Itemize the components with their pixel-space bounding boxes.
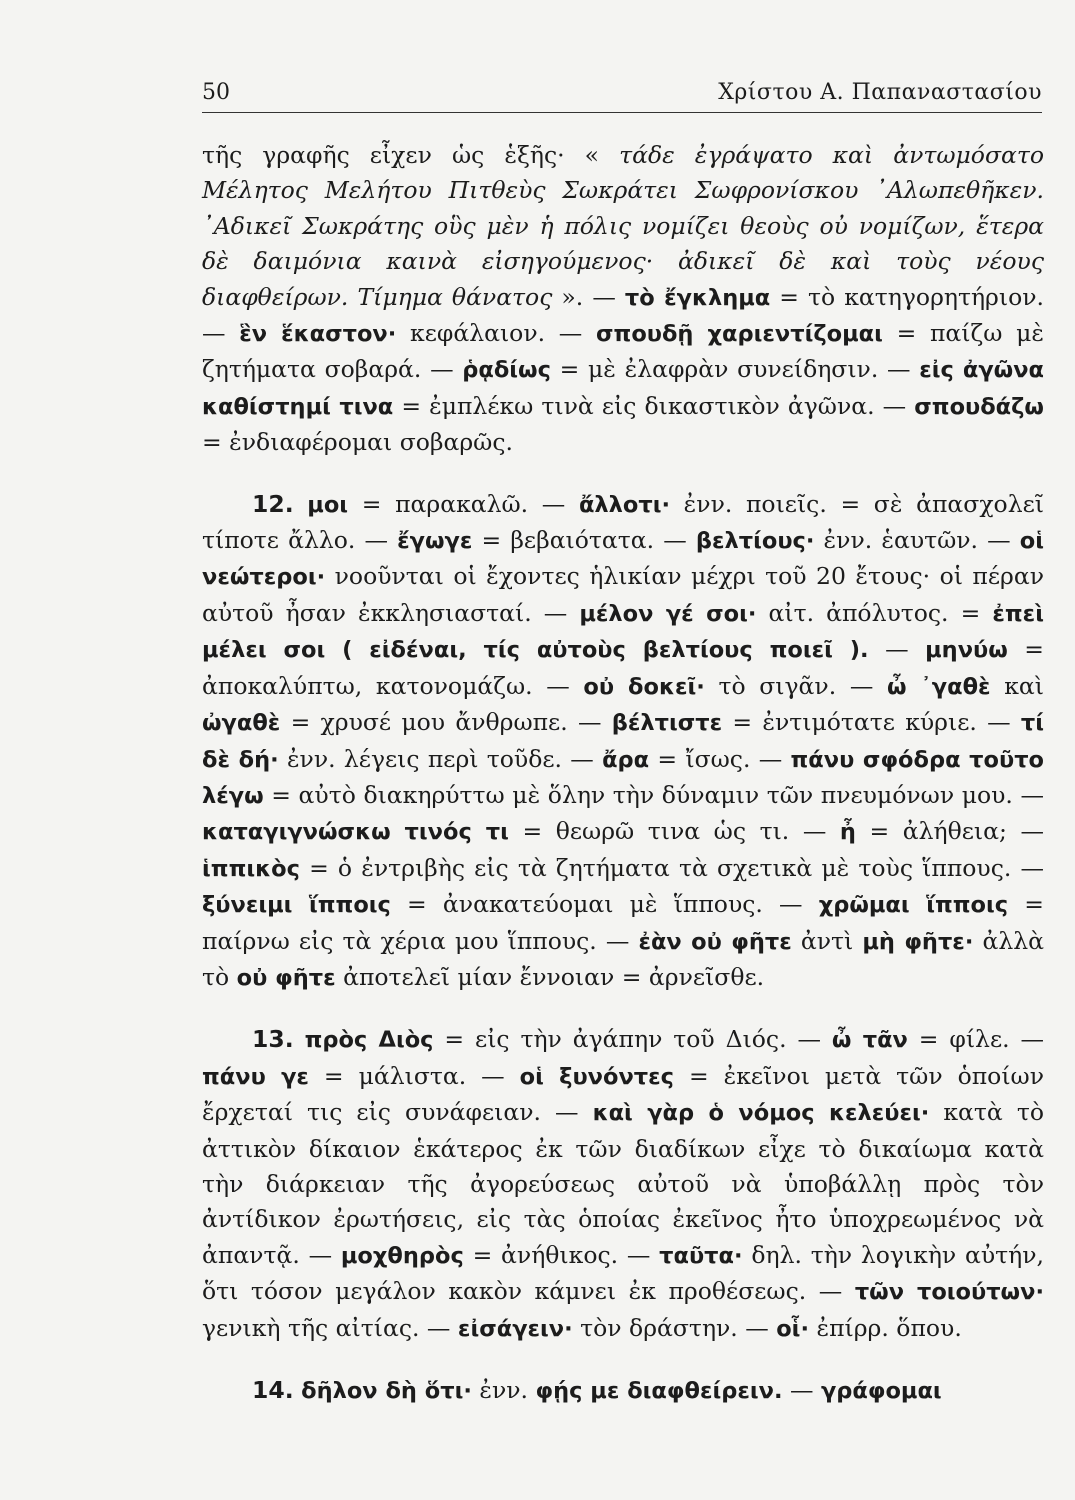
gloss: = ἴσως. — xyxy=(649,744,791,773)
gloss: ἐνν. xyxy=(471,1376,536,1404)
gloss: = ὁ ἐντριβὴς εἰς τὰ ζητήματα τὰ σχετικὰ μὲ τοὺς ἵππους. — xyxy=(299,853,1044,882)
section-number: 13. xyxy=(252,1025,294,1054)
paragraph-14 xyxy=(202,1373,1044,1409)
gloss: = παίζω μὲ ζητήματα σοβαρά. — xyxy=(202,319,1044,384)
lemma: πάνυ σφόδρα τοῦτο λέγω xyxy=(202,746,1045,809)
gloss: κεφάλαιον. — xyxy=(396,319,596,348)
lemma: οὐ φῆτε xyxy=(236,964,336,991)
lemma: ἄρα xyxy=(602,746,650,773)
gloss: τὸ σιγᾶν. — xyxy=(704,671,887,700)
page-number: 50 xyxy=(202,80,230,105)
gloss: = θεωρῶ τινα ὡς τι. — xyxy=(508,817,840,846)
lemma: οἱ ξυνόντες xyxy=(519,1063,674,1090)
lemma: ἓν ἕκαστον· xyxy=(239,321,397,348)
lemma: πάνυ γε xyxy=(202,1063,309,1090)
gloss: = φίλε. — xyxy=(907,1025,1044,1054)
paragraph-11-continued xyxy=(202,138,1044,461)
gloss: — xyxy=(868,635,926,664)
gloss: τὸν δράστην. — xyxy=(572,1313,777,1342)
gloss: = ἀλήθεια; — xyxy=(855,817,1044,846)
gloss: καὶ xyxy=(990,671,1044,700)
gloss: γενικὴ τῆς αἰτίας. — xyxy=(202,1313,458,1342)
gloss: κατὰ τὸ ἀττικὸν δίκαιον ἑκάτερος ἐκ τῶν διαδίκων εἶχε τὸ δικαίωμα κατὰ τὴν διάρκειαν τῆς ἀγορεύσεως αὐτοῦ νὰ ὑποβάλλῃ πρὸς τὸν ἀντίδικον ἐρωτήσεις, εἰς τὰς ὁποίας ἐκεῖνος ἦτο ὑποχρεωμένος νὰ ἀπαντᾷ. — xyxy=(202,1098,1044,1269)
gloss: ἐνν. λέγεις περὶ τοῦδε. — xyxy=(278,744,603,773)
lemma: ὦ ᾿γαθὲ xyxy=(886,673,991,700)
text-run: τῆς γραφῆς εἶχεν ὡς ἑξῆς· « xyxy=(202,141,620,169)
lemma: οἷ· xyxy=(776,1315,809,1342)
lemma: ξύνειμι ἵπποις xyxy=(202,892,391,919)
lemma: οἱ νεώτεροι· xyxy=(202,528,1045,591)
gloss: ἐνν. ἑαυτῶν. — xyxy=(814,526,1020,555)
lemma: τί δὲ δή· xyxy=(202,710,1045,773)
gloss: = ἐντιμότατε κύριε. — xyxy=(722,708,1021,737)
lemma: γράφομαι xyxy=(820,1378,942,1404)
gloss: αἰτ. ἀπόλυτος. = xyxy=(756,598,993,627)
lemma: βέλτιστε xyxy=(611,710,723,737)
lemma: ἄλλοτι· xyxy=(578,491,671,518)
lemma: σπουδῇ χαριεντίζομαι xyxy=(596,321,883,348)
lemma: πρὸς Διὸς xyxy=(304,1027,434,1054)
section-number: 14. xyxy=(252,1376,294,1404)
lemma: ἦ xyxy=(839,819,856,846)
lemma: ἱππικὸς xyxy=(202,855,300,882)
lemma: τῶν τοιούτων· xyxy=(854,1279,1044,1306)
gloss: = ἐμπλέκω τινὰ εἰς δικαστικὸν ἀγῶνα. — xyxy=(393,391,915,420)
paragraph-gap xyxy=(202,1347,1044,1373)
lemma: μοι xyxy=(307,491,349,518)
lemma: ἐπεὶ μέλει σοι ( εἰδέναι, τίς αὐτοὺς βελτίους ποιεῖ ). xyxy=(202,600,1044,664)
gloss: = ἀνήθικος. — xyxy=(463,1240,660,1269)
lemma: βελτίους· xyxy=(695,528,815,555)
gloss: νοοῦνται οἱ ἔχοντες ἡλικίαν μέχρι τοῦ 20 ἔτους· οἱ πέραν αὐτοῦ ἦσαν ἐκκλησιασταί. — xyxy=(202,562,1044,627)
paragraph-gap xyxy=(202,996,1044,1022)
paragraph-13 xyxy=(202,1022,1044,1347)
body-text xyxy=(202,138,1044,1409)
gloss: ἀποτελεῖ μίαν ἔννοιαν = ἀρνεῖσθε. xyxy=(335,962,765,991)
lemma: φῄς με διαφθείρειν. xyxy=(535,1378,783,1404)
gloss: = μάλιστα. — xyxy=(308,1061,520,1090)
lemma: σπουδάζω xyxy=(914,393,1044,420)
paragraph-12 xyxy=(202,487,1044,997)
gloss: = βεβαιότατα. — xyxy=(472,526,696,555)
lemma: δῆλον δὴ ὅτι· xyxy=(301,1378,472,1404)
gloss: ἀλλὰ τὸ xyxy=(202,926,1044,991)
lemma: ἐὰν οὐ φῆτε xyxy=(638,928,792,955)
gloss: — xyxy=(782,1376,821,1404)
gloss: ἐπίρρ. ὅπου. xyxy=(809,1313,962,1342)
lemma: τὸ ἔγκλημα xyxy=(624,284,771,311)
indictment-quote: τάδε ἐγράψατο καὶ ἀντωμόσατο Μέλητος Μελήτου Πιτθεὺς Σωκράτει Σωφρονίσκου ᾿Αλωπεθῆκεν. ᾿Αδικεῖ Σωκράτης οὓς μὲν ἡ πόλις νομίζει θεοὺς οὐ νομίζων, ἕτερα δὲ δαιμόνια καινὰ εἰσηγούμενος· ἀδικεῖ δὲ καὶ τοὺς νέους διαφθείρων. Τίμημα θάνατος xyxy=(202,141,1045,311)
lemma: μηνύω xyxy=(925,637,1008,664)
gloss: = αὐτὸ διακηρύττω μὲ ὅλην τὴν δύναμιν τῶν πνευμόνων μου. — xyxy=(263,780,1044,809)
gloss: δηλ. τὴν λογικὴν αὐτήν, ὅτι τόσον μεγάλον κακὸν κάμνει ἐκ προθέσεως. — xyxy=(202,1240,1044,1306)
gloss: = ἀποκαλύπτω, κατονομάζω. — xyxy=(202,635,1044,700)
paragraph-gap xyxy=(202,461,1044,487)
gloss: = χρυσέ μου ἄνθρωπε. — xyxy=(280,708,612,737)
running-title: Χρίστου Α. Παπαναστασίου xyxy=(718,80,1042,105)
lemma: μὴ φῆτε· xyxy=(862,928,974,955)
lemma: χρῶμαι ἵπποις xyxy=(818,892,1009,919)
lemma: καταγιγνώσκω τινός τι xyxy=(202,819,509,846)
lemma: ὦ τᾶν xyxy=(831,1027,908,1054)
lemma: ῥᾳδίως xyxy=(462,357,551,384)
gloss: = παίρνω εἰς τὰ χέρια μου ἵππους. — xyxy=(202,890,1044,955)
lemma: οὐ δοκεῖ· xyxy=(583,673,705,700)
gloss: ἀντὶ xyxy=(791,926,863,955)
gloss: = παρακαλῶ. — xyxy=(348,489,579,518)
section-number: 12. xyxy=(252,489,294,518)
lemma: ὠγαθὲ xyxy=(202,710,281,737)
gloss: = εἰς τὴν ἀγάπην τοῦ Διός. — xyxy=(433,1025,832,1054)
gloss: = ἐνδιαφέρομαι σοβαρῶς. xyxy=(202,428,513,457)
running-head xyxy=(202,76,1042,113)
gloss: = μὲ ἐλαφρὰν συνείδησιν. — xyxy=(550,355,920,384)
gloss: = ἐκεῖνοι μετὰ τῶν ὁποίων ἔρχεταί τις εἰς συνάφειαν. — xyxy=(202,1061,1044,1127)
gloss: ἐνν. ποιεῖς. = σὲ ἀπασχολεῖ τίποτε ἄλλο. — xyxy=(202,489,1044,555)
lemma: εἰς ἀγῶνα καθίστημί τινα xyxy=(202,357,1044,420)
text-run: ». — xyxy=(552,282,625,311)
gloss: = ἀνακατεύομαι μὲ ἵππους. — xyxy=(390,890,819,919)
lemma: καὶ γὰρ ὁ νόμος κελεύει· xyxy=(592,1100,930,1127)
gloss: = τὸ κατηγορητήριον. — xyxy=(202,282,1044,348)
lemma: εἰσάγειν· xyxy=(457,1315,573,1342)
lemma: ταῦτα· xyxy=(659,1242,743,1269)
lemma: μοχθηρὸς xyxy=(340,1242,464,1269)
lemma: μέλον γέ σοι· xyxy=(579,600,757,627)
lemma: ἔγωγε xyxy=(397,528,473,555)
